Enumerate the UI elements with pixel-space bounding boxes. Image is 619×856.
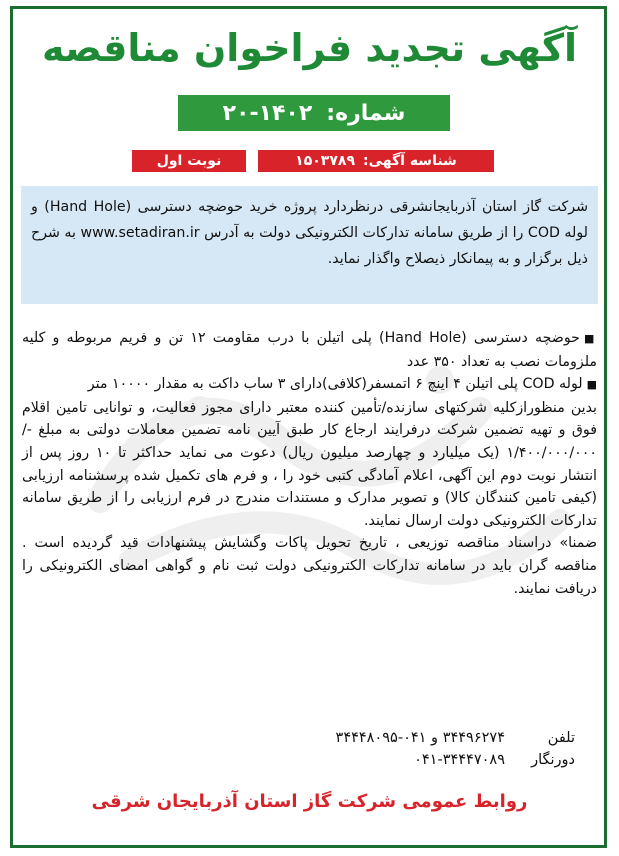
page-title: آگهی تجدید فراخوان مناقصه	[41, 26, 578, 70]
fax-row	[230, 749, 575, 771]
footer-signature: روابط عمومی شرکت گاز استان آذربایجان شرقی	[91, 791, 528, 812]
publication-turn-badge: نوبت اول	[132, 150, 246, 172]
ad-id-value: ۱۵۰۳۷۸۹	[295, 153, 355, 169]
tender-number-badge	[178, 95, 450, 131]
list-item	[22, 373, 597, 397]
bullet-square-icon: ■	[586, 378, 597, 392]
contact-info	[230, 727, 575, 771]
fax-label: دورنگار	[531, 752, 575, 768]
notes-paragraph: ضمنا» دراسناد مناقصه توزیعی ، تاریخ تحویل پاکات وگشایش پیشنهادات قید گردیده است . مناقصه گران باید در سامانه تدارکات الکترونیکی دولت ثبت نام و گواهی امضای الکترونیکی را دریافت نمایند.	[22, 535, 597, 597]
phone-value: ۳۴۴۹۶۲۷۴ و ۰۴۱-۳۴۴۴۸۰۹۵	[335, 730, 505, 746]
item-text: حوضچه دسترسی (Hand Hole) پلی اتیلن با درب مقاومت ۱۲ تن و فریم مربوطه و کلیه ملزومات نصب به تعداد ۳۵۰ عدد	[22, 330, 597, 370]
phone-row	[230, 727, 575, 749]
bullet-square-icon: ■	[583, 332, 597, 345]
list-item	[22, 327, 597, 373]
invitation-paragraph: بدین منظورازکلیه شرکتهای سازنده/تأمین کننده معتبر دارای مجوز فعالیت، و توانایی تامین اقلام فوق و تهیه تضمین شرکت درفرایند ارجاع کار طبق آیین نامه تضمین معاملات دولتی به مبلغ -/۱/۴۰۰/۰۰۰/۰۰۰ (یک میلیارد و چهارصد میلیون ریال) دعوت می نماید حداکثر تا ۱۰ روز پس از انتشار نوبت دوم این آگهی، اعلام آمادگی کتبی خود را ، و فرم های تکمیل شده پرسشنامه ارزیابی (کیفی تامین کنندگان کالا) و تصویر مدارک و مستندات مندرج در فرم ارزیابی را از طریق سامانه تدارکات الکترونیکی دولت ارسال نمایند.	[22, 399, 597, 529]
tender-number-value: ۲۰-۱۴۰۲	[222, 100, 313, 126]
tender-number-label: شماره:	[326, 100, 406, 126]
ad-id-label: شناسه آگهی:	[363, 153, 457, 169]
item-text: لوله COD پلی اتیلن ۴ اینچ ۶ اتمسفر(کلافی)دارای ۳ ساب داکت به مقدار ۱۰۰۰۰ متر	[87, 376, 583, 393]
ad-body	[22, 327, 597, 600]
fax-value: ۰۴۱-۳۴۴۴۷۰۸۹	[414, 752, 505, 768]
ad-id-badge	[258, 150, 494, 172]
intro-paragraph: شرکت گاز استان آذربایجانشرقی درنظردارد پروژه خرید حوضچه دسترسی (Hand Hole) و لوله COD را از طریق سامانه تدارکات الکترونیکی دولت به آدرس www.setadiran.ir به شرح ذیل برگزار و به پیمانکار ذیصلاح واگذار نماید.	[21, 186, 598, 304]
phone-label: تلفن	[547, 730, 575, 746]
